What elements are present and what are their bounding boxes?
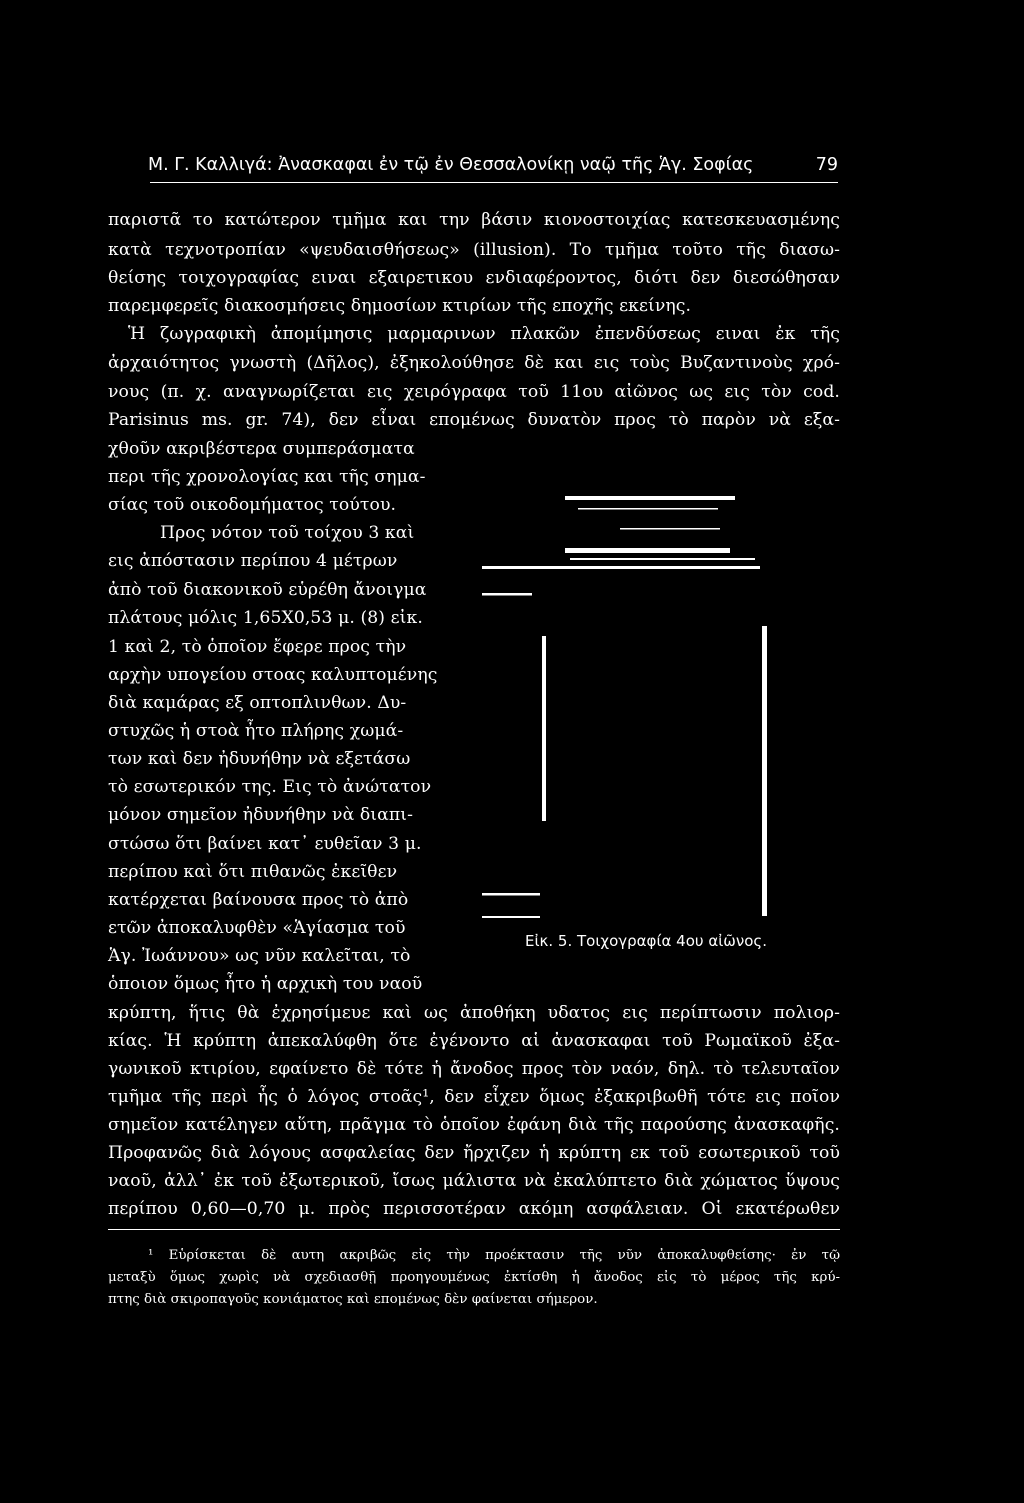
- body-line: περι τῆς χρονολογίας και τῆς σημα-: [108, 467, 426, 487]
- body-line: ἀρχαιότητος γνωστὴ (Δῆλος), ἐξηκολούθησε δὲ και εις τοὺς Βυζαντινοὺς χρό-: [108, 353, 840, 373]
- body-line: μόνον σημεῖον ἠδυνήθην νὰ διαπι-: [108, 805, 413, 825]
- body-line: σίας τοῦ οικοδομήματος τούτου.: [108, 495, 397, 515]
- body-line: κίας. Ἡ κρύπτη ἀπεκαλύφθη ὅτε ἐγένοντο αἱ ἀνασκαφαι τοῦ Ρωμαϊκοῦ ἐξα-: [108, 1031, 840, 1051]
- figure-caption: Εἰκ. 5. Τοιχογραφία 4ου αἰῶνος.: [525, 932, 767, 950]
- body-line: Προφανῶς διὰ λόγους ασφαλείας δεν ἤρχιζεν ἡ κρύπτη εκ τοῦ εσωτερικοῦ τοῦ: [108, 1143, 840, 1163]
- body-line: θείσης τοιχογραφίας ειναι εξαιρετικου ενδιαφέροντος, διότι δεν διεσώθησαν: [108, 268, 840, 288]
- body-line: διὰ καμάρας εξ οπτοπλινθων. Δυ-: [108, 693, 407, 713]
- body-line: κατὰ τεχνοτροπίαν «ψευδαισθήσεως» (illusion). Το τμῆμα τοῦτο τῆς διασω-: [108, 240, 840, 260]
- wall-painting-drawing: [470, 488, 800, 948]
- page-number: 79: [815, 155, 838, 175]
- body-line: στυχῶς ἡ στοὰ ἦτο πλήρης χωμά-: [108, 721, 404, 741]
- footnote-line: μεταξὺ ὅμως χωρὶς νὰ σχεδιασθῇ προηγουμένως ἐκτίσθη ἡ ἄνοδος εἰς τὸ μέρος τῆς κρύ-: [108, 1270, 840, 1285]
- body-line: κρύπτη, ἥτις θὰ ἐχρησίμευε καὶ ως ἀποθήκη υδατος εις περίπτωσιν πολιορ-: [108, 1003, 840, 1023]
- body-line: στώσω ὅτι βαίνει κατ᾽ ευθεῖαν 3 μ.: [108, 834, 422, 854]
- body-line: Parisinus ms. gr. 74), δεν εἶναι επομένως δυνατὸν προς τὸ παρὸν νὰ εξα-: [108, 410, 840, 430]
- header-title: Μ. Γ. Καλλιγά: Ἀνασκαφαι ἐν τῷ ἐν Θεσσαλονίκῃ ναῷ τῆς Ἁγ. Σοφίας: [148, 155, 754, 175]
- header-rule: [150, 182, 838, 183]
- body-line: παριστᾶ το κατώτερον τμῆμα και την βάσιν κιονοστοιχίας κατεσκευασμένης: [108, 210, 840, 230]
- body-line: νους (π. χ. αναγνωρίζεται εις χειρόγραφα τοῦ 11ου αἰῶνος ως εις τὸν cod.: [108, 382, 840, 402]
- body-line: τμῆμα τῆς περὶ ἧς ὁ λόγος στοᾶς¹, δεν εἶχεν ὅμως ἐξακριβωθῆ τότε εις ποῖον: [108, 1087, 840, 1107]
- body-line: παρεμφερεῖς διακοσμήσεις δημοσίων κτιρίων τῆς εποχῆς εκείνης.: [108, 296, 692, 316]
- figure-wall-painting: [470, 488, 800, 948]
- footnote-rule: [108, 1229, 840, 1230]
- running-header: [148, 155, 838, 175]
- body-line: πλάτους μόλις 1,65Χ0,53 μ. (8) εἰκ.: [108, 608, 423, 628]
- body-line: ναοῦ, ἀλλ᾽ ἐκ τοῦ ἐξωτερικοῦ, ἴσως μάλιστα νὰ ἐκαλύπτετο διὰ χώματος ὕψους: [108, 1171, 840, 1191]
- body-line: τὸ εσωτερικόν της. Εις τὸ ἀνώτατον: [108, 777, 432, 797]
- body-line: Ἁγ. Ἰωάννου» ως νῦν καλεῖται, τὸ: [108, 946, 411, 966]
- body-line: αρχὴν υπογείου στοας καλυπτομένης: [108, 665, 438, 685]
- body-line: γωνικοῦ κτιρίου, εφαίνετο δὲ τότε ἡ ἄνοδος προς τὸν ναόν, δηλ. τὸ τελευταῖον: [108, 1059, 840, 1079]
- body-line: περίπου καὶ ὅτι πιθανῶς ἐκεῖθεν: [108, 862, 398, 882]
- body-line: Ἡ ζωγραφικὴ ἀπομίμησις μαρμαρινων πλακῶν ἐπενδύσεως ειναι ἐκ τῆς: [128, 324, 840, 344]
- footnote-line: ¹ Εὑρίσκεται δὲ αυτη ακριβῶς εἰς τὴν προέκτασιν τῆς νῦν ἀποκαλυφθείσης· ἐν τῷ: [148, 1248, 840, 1263]
- body-line: ὁποιον ὅμως ἦτο ἡ αρχικὴ του ναοῦ: [108, 974, 423, 994]
- body-line: χθοῦν ακριβέστερα συμπεράσματα: [108, 439, 415, 459]
- body-line: σημεῖον κατέληγεν αὕτη, πρᾶγμα τὸ ὁποῖον ἐφάνη διὰ τῆς παρούσης ἀνασκαφῆς.: [108, 1115, 840, 1135]
- body-line: των καὶ δεν ἠδυνήθην νὰ εξετάσω: [108, 749, 411, 769]
- body-line: Προς νότον τοῦ τοίχου 3 καὶ: [160, 523, 415, 543]
- body-line: περίπου 0,60—0,70 μ. πρὸς περισσοτέραν ακόμη ασφάλειαν. Οἱ εκατέρωθεν: [108, 1199, 840, 1219]
- body-line: ἀπὸ τοῦ διακονικοῦ εὑρέθη ἄνοιγμα: [108, 580, 427, 600]
- body-line: εις ἀπόστασιν περίπου 4 μέτρων: [108, 551, 398, 571]
- body-line: 1 καὶ 2, τὸ ὁποῖον ἔφερε προς τὴν: [108, 637, 407, 657]
- body-line: ετῶν ἀποκαλυφθὲν «Ἁγίασμα τοῦ: [108, 918, 406, 938]
- footnote-line: πτης διὰ σκιροπαγοῦς κονιάματος καὶ επομένως δὲν φαίνεται σήμερον.: [108, 1292, 598, 1307]
- body-line: κατέρχεται βαίνουσα προς τὸ ἀπὸ: [108, 890, 409, 910]
